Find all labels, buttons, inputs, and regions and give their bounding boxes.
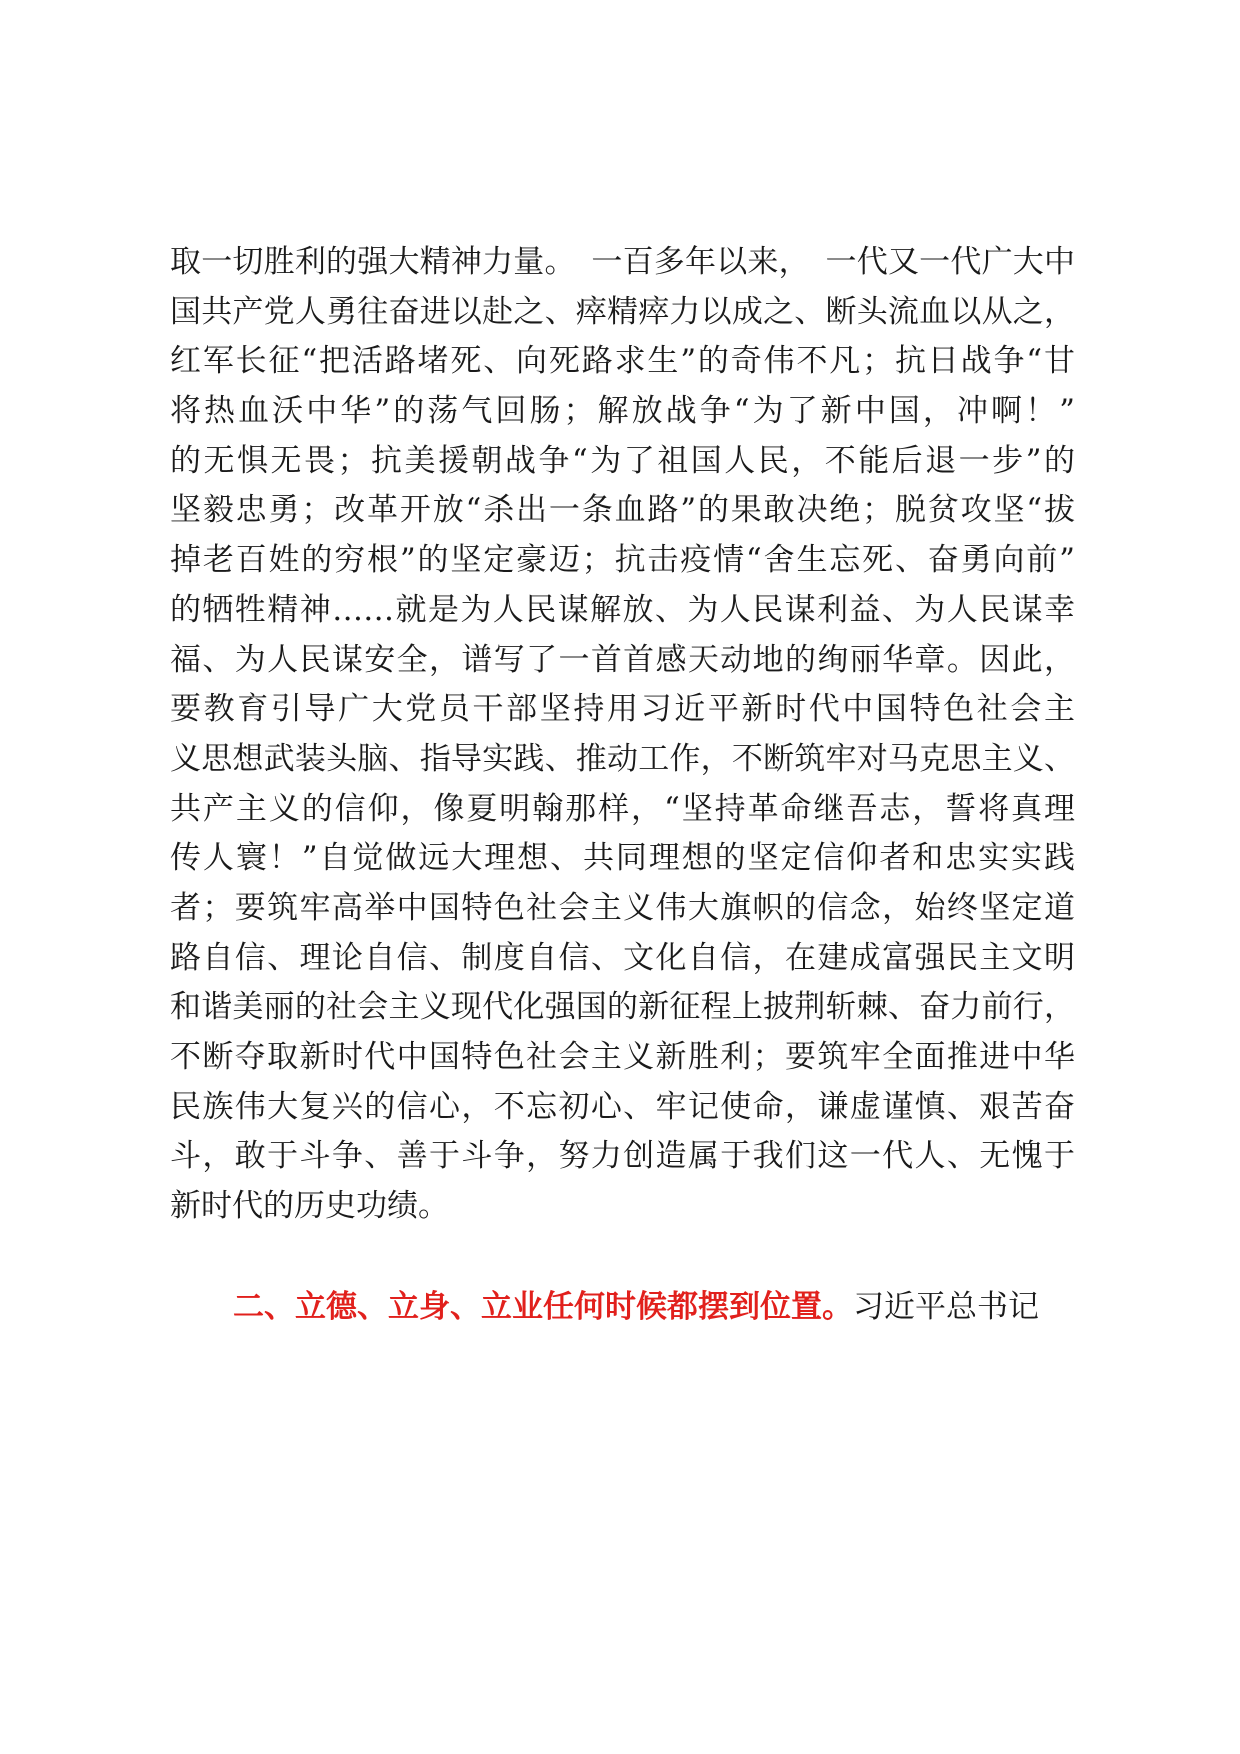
section-heading-title: 二、立德、立身、立业任何时候都摆到位置。 bbox=[233, 1289, 853, 1325]
text-line: 坚毅忠勇；改革开放“杀出一条血路”的果敢决绝；脱贫攻坚“拔 bbox=[170, 492, 1075, 529]
text-line: 国共产党人勇往奋进以赴之、瘁精瘁力以成之、断头流血以从之， bbox=[170, 293, 1075, 330]
text-line: 掉老百姓的穷根”的坚定豪迈；抗击疫情“舍生忘死、奋勇向前” bbox=[170, 542, 1075, 579]
text-line: 路自信、理论自信、制度自信、文化自信，在建成富强民主文明 bbox=[170, 939, 1075, 976]
text-line: 福、为人民谋安全，谱写了一首首感天动地的绚丽华章。因此， bbox=[170, 641, 1075, 678]
text-line: 和谐美丽的社会主义现代化强国的新征程上披荆斩棘、奋力前行， bbox=[170, 989, 1075, 1026]
text-line: 民族伟大复兴的信心，不忘初心、牢记使命，谦虚谨慎、艰苦奋 bbox=[170, 1088, 1075, 1125]
text-line: 传人寰！”自觉做远大理想、共同理想的坚定信仰者和忠实实践 bbox=[170, 840, 1075, 877]
text-line: 斗，敢于斗争、善于斗争，努力创造属于我们这一代人、无愧于 bbox=[170, 1138, 1075, 1175]
body-paragraph bbox=[170, 238, 1075, 1232]
text-line: 的无惧无畏；抗美援朝战争“为了祖国人民，不能后退一步”的 bbox=[170, 442, 1075, 479]
text-line: 共产主义的信仰，像夏明翰那样，“坚持革命继吾志，誓将真理 bbox=[170, 790, 1075, 827]
text-line: 取一切胜利的强大精神力量。 一百多年以来， 一代又一代广大中 bbox=[170, 244, 1075, 280]
text-line: 义思想武装头脑、指导实践、推动工作，不断筑牢对马克思主义、 bbox=[170, 740, 1075, 777]
text-line: 红军长征“把活路堵死、向死路求生”的奇伟不凡；抗日战争“甘 bbox=[170, 343, 1075, 380]
section-heading bbox=[233, 1282, 1075, 1332]
text-line: 不断夺取新时代中国特色社会主义新胜利；要筑牢全面推进中华 bbox=[170, 1039, 1075, 1075]
text-line-last: 新时代的历史功绩。 bbox=[170, 1188, 449, 1225]
text-line: 将热血沃中华”的荡气回肠；解放战争“为了新中国，冲啊！” bbox=[170, 393, 1075, 430]
text-line: 的牺牲精神……就是为人民谋解放、为人民谋利益、为人民谋幸 bbox=[170, 591, 1075, 628]
section-heading-continuation: 习近平总书记 bbox=[853, 1289, 1039, 1325]
text-line: 要教育引导广大党员干部坚持用习近平新时代中国特色社会主 bbox=[170, 691, 1075, 728]
text-line: 者；要筑牢高举中国特色社会主义伟大旗帜的信念，始终坚定道 bbox=[170, 889, 1075, 926]
